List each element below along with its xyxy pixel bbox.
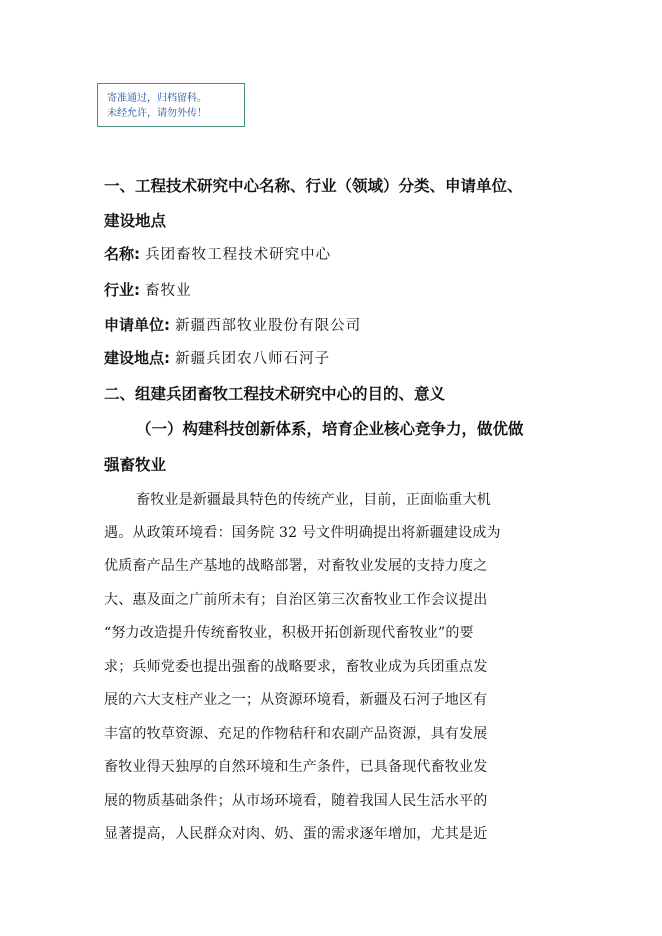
field-applicant-value: 新疆西部牧业股份有限公司: [175, 318, 362, 334]
field-location-label: 建设地点:: [104, 349, 170, 367]
field-industry-label: 行业:: [104, 281, 140, 299]
field-location-value: 新疆兵团农八师石河子: [175, 351, 331, 367]
field-applicant-label: 申请单位:: [104, 316, 170, 334]
paragraph-line: 求；兵师党委也提出强畜的战略要求，畜牧业成为兵团重点发: [104, 659, 488, 675]
paragraph-line: 展的六大支柱产业之一；从资源环境看，新疆及石河子地区有: [104, 692, 488, 708]
paragraph-line: 畜牧业是新疆最具特色的传统产业，目前，正面临重大机: [136, 492, 491, 508]
paragraph-line: “努力改造提升传统畜牧业，积极开拓创新现代畜牧业”的要: [104, 625, 474, 641]
paragraph-line: 优质畜产品生产基地的战略部署，对畜牧业发展的支持力度之: [104, 558, 488, 574]
field-location: [104, 347, 564, 368]
field-applicant: [104, 314, 564, 335]
section-1-heading-line-2: 建设地点: [104, 212, 167, 230]
section-2-heading: 二、组建兵团畜牧工程技术研究中心的目的、意义: [104, 385, 446, 403]
field-name-value: 兵团畜牧工程技术研究中心: [145, 247, 332, 263]
paragraph-line: 大、惠及面之广前所未有；自治区第三次畜牧业工作会议提出: [104, 592, 488, 608]
paragraph-line: 展的物质基础条件；从市场环境看，随着我国人民生活水平的: [104, 793, 488, 809]
section-1-heading-line-1: 一、工程技术研究中心名称、行业（领域）分类、申请单位、: [104, 177, 523, 195]
paragraph-line: 显著提高，人民群众对肉、奶、蛋的需求逐年增加，尤其是近: [104, 826, 488, 842]
approval-stamp: [97, 83, 245, 127]
paragraph-line: 遇。从政策环境看：国务院 32 号文件明确提出将新疆建设成为: [104, 525, 501, 541]
field-name-label: 名称:: [104, 245, 140, 263]
stamp-line-2: 未经允许，请勿外传！: [107, 108, 207, 119]
paragraph-line: 丰富的牧草资源、充足的作物秸秆和农副产品资源，具有发展: [104, 726, 488, 742]
field-name: [104, 243, 564, 264]
paragraph-line: 畜牧业得天独厚的自然环境和生产条件，已具备现代畜牧业发: [104, 759, 488, 775]
subsection-heading-line-1: （一）构建科技创新体系，培育企业核心竞争力，做优做: [136, 420, 524, 438]
subsection-heading-line-2: 强畜牧业: [104, 456, 167, 474]
stamp-line-1: 寄准通过，归档留科。: [107, 93, 207, 104]
field-industry: [104, 279, 564, 300]
field-industry-value: 畜牧业: [145, 283, 192, 299]
